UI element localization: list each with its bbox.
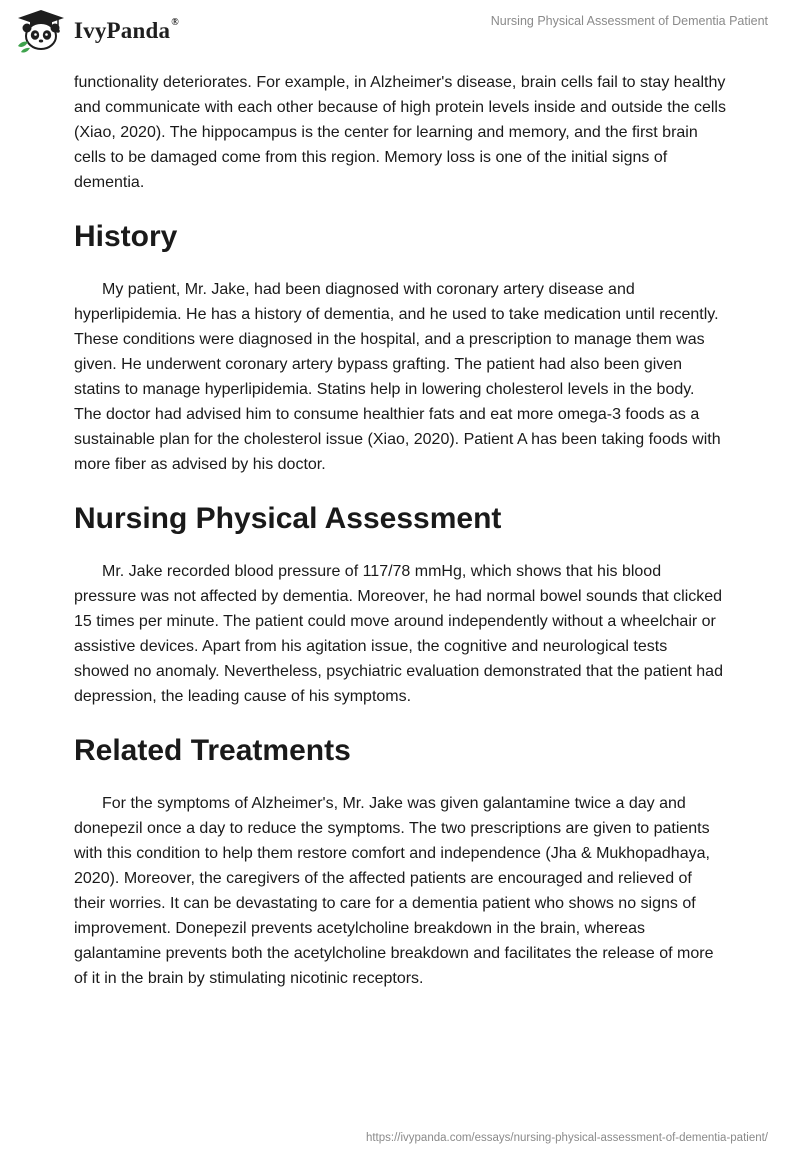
- history-paragraph: My patient, Mr. Jake, had been diagnosed with coronary artery disease and hyperlipidemia. He has a history of dementia, and he used to take medication until recently. These conditions were diagnosed in the hospital, and a prescription to manage them was given. He underwent coronary artery bypass grafting. The patient had also been given statins to manage hyperlipidemia. Statins help in lowering cholesterol levels in the body. The doctor had advised him to consume healthier fats and eat more omega-3 foods as a sustainable plan for the cholesterol issue (Xiao, 2020). Patient A has been taking foods with more fiber as advised by his doctor.: [74, 281, 721, 473]
- registered-mark: ®: [171, 17, 179, 29]
- section-heading-related-treatments: Related Treatments: [74, 734, 351, 767]
- panda-graduate-icon: [14, 8, 68, 54]
- nursing-assessment-paragraph: Mr. Jake recorded blood pressure of 117/78 mmHg, which shows that his blood pressure was not affected by dementia. Moreover, he had normal bowel sounds that clicked 15 times per minute. The patient could move around independently without a wheelchair or assistive devices. Apart from his agitation issue, the cognitive and neurological tests showed no anomaly. Nevertheless, psychiatric evaluation demonstrated that the patient had depression, the leading cause of his symptoms.: [74, 563, 723, 705]
- essay-content: [74, 70, 726, 991]
- intro-paragraph: functionality deteriorates. For example, in Alzheimer's disease, brain cells fail to stay healthy and communicate with each other because of high protein levels inside and outside the cells (Xiao, 2020). The hippocampus is the center for learning and memory, and the first brain cells to be damaged come from this region. Memory loss is one of the initial signs of dementia.: [74, 74, 726, 191]
- section-heading-history: History: [74, 220, 178, 253]
- source-url-link[interactable]: https://ivypanda.com/essays/nursing-physical-assessment-of-dementia-patient/: [365, 1132, 768, 1144]
- related-treatments-paragraph: For the symptoms of Alzheimer's, Mr. Jake was given galantamine twice a day and donepezil once a day to reduce the symptoms. The two prescriptions are given to patients with this condition to help them restore comfort and independence (Jha & Mukhopadhaya, 2020). Moreover, the caregivers of the affected patients are encouraged and relieved of their worries. It can be devastating to care for a dementia patient who shows no signs of improvement. Donepezil prevents acetylcholine breakdown in the brain, whereas galantamine prevents both the acetylcholine breakdown and facilitates the release of more of it in the brain by stimulating nicotinic receptors.: [74, 795, 714, 987]
- section-heading-nursing-assessment: Nursing Physical Assessment: [74, 502, 502, 535]
- document-title: Nursing Physical Assessment of Dementia Patient: [490, 14, 768, 28]
- ivypanda-logo[interactable]: [14, 8, 179, 54]
- page-header: [0, 0, 800, 60]
- brand-text: IvyPanda: [74, 18, 171, 43]
- brand-name: [74, 18, 179, 44]
